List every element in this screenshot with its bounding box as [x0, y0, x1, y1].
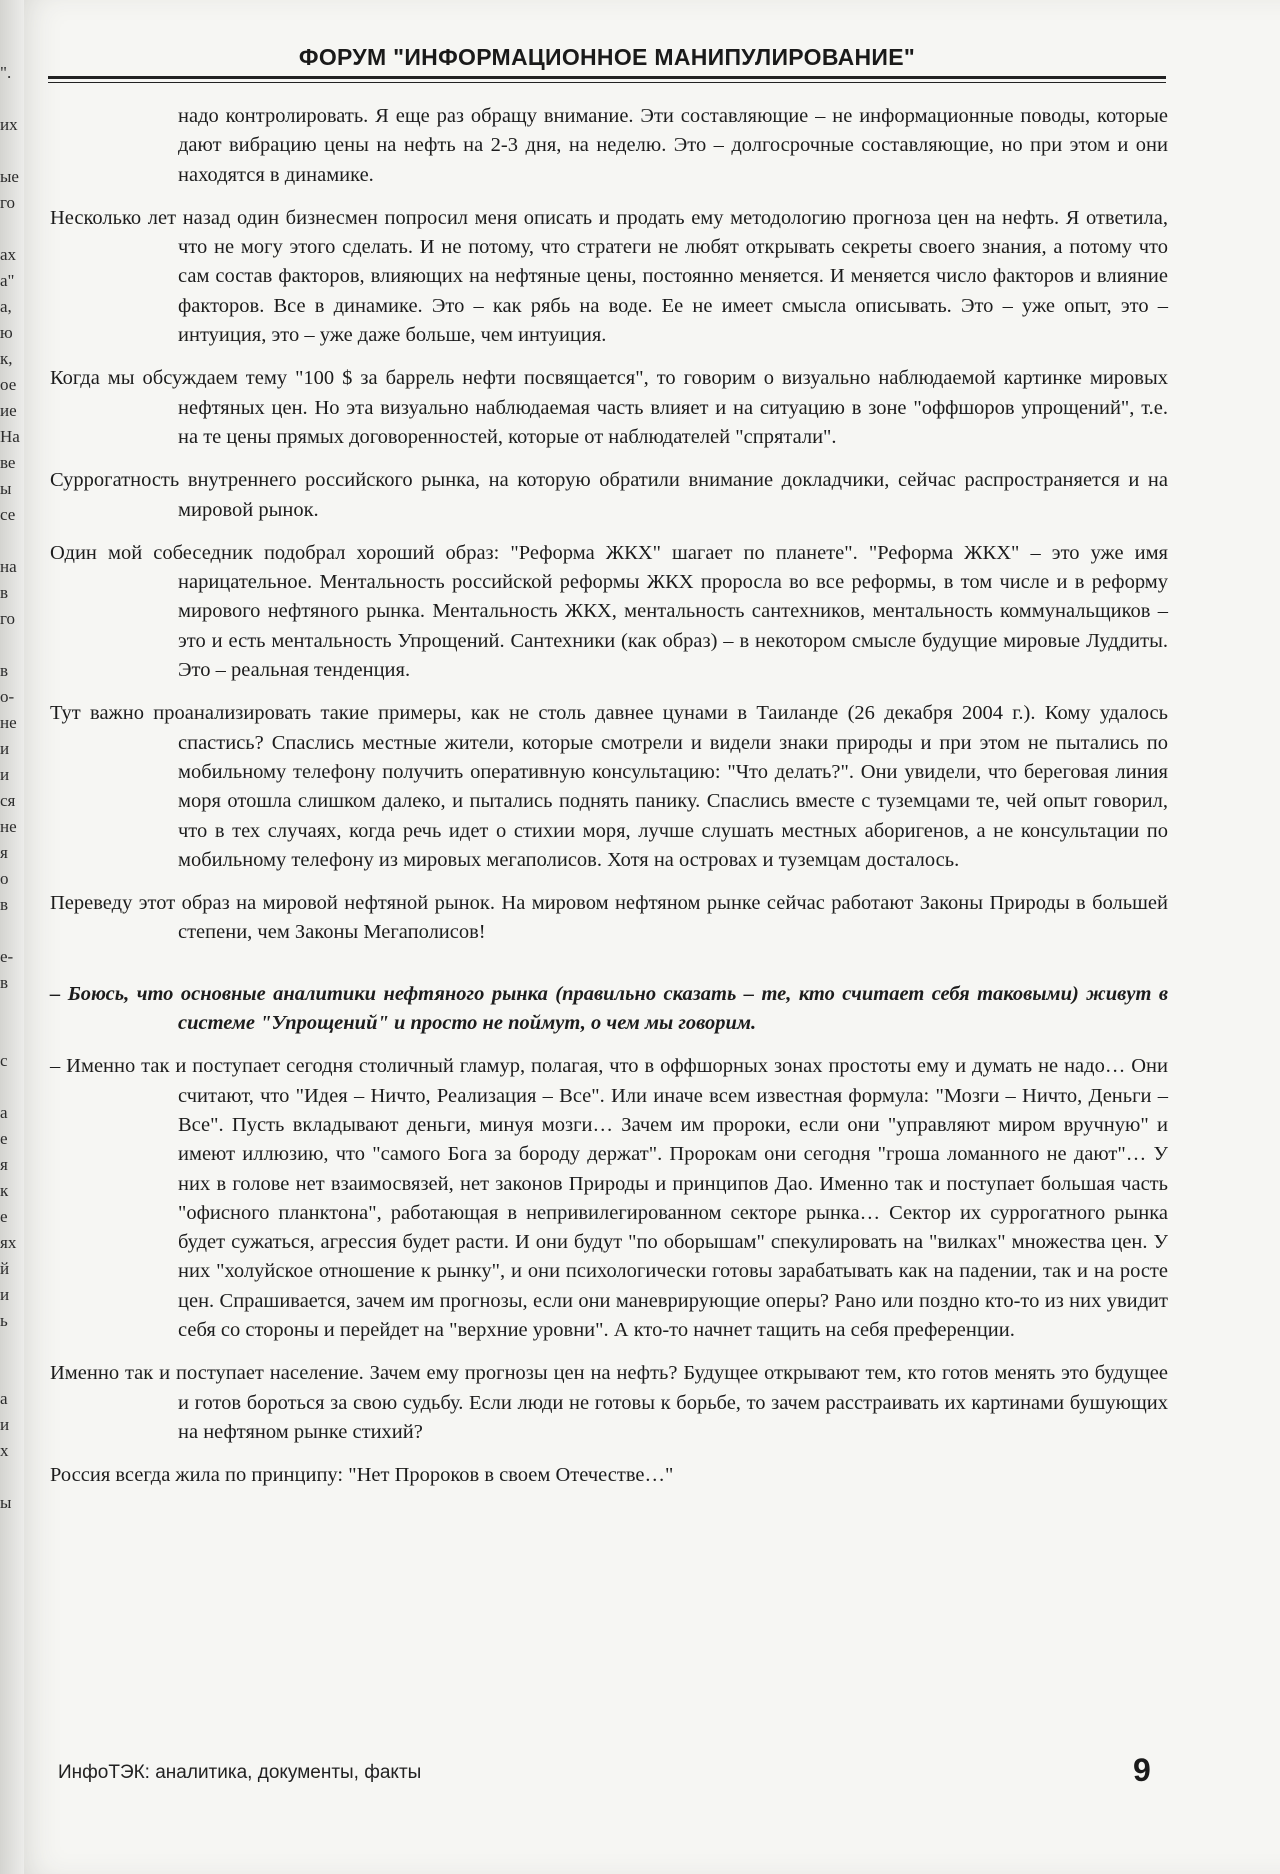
margin-fragment: в [0, 661, 9, 680]
paragraph: Один мой собеседник подобрал хороший образ: "Реформа ЖКХ" шагает по планете". "Реформа ЖКХ" – это уже имя нарицательное. Ментальность российской реформы ЖКХ проросла во все реформы, в том числе и в реформу мирового нефтяного рынка. Ментальность ЖКХ, ментальность сантехников, ментальность коммунальщиков – это и есть ментальность Упрощений. Сантехники (как образ) – в некотором смысле будущие мировые Луддиты. Это – реальная тенденция. [50, 541, 1168, 682]
paragraph: – Именно так и поступает сегодня столичный гламур, полагая, что в оффшорных зонах простоты ему и думать не надо… Они считают, что "Идея – Ничто, Реализация – Все". Или иначе всем известная формула: "Мозги – Ничто, Деньги – Все". Пусть вкладывают деньги, минуя мозги… Зачем им пророки, если они "управляют миром вручную" и имеют иллюзию, что "самого Бога за бороду держат". Пророкам они сегодня "гроша ломанного не дают"… У них в голове нет взаимосвязей, нет законов Природы и принципов Дао. Именно так и поступает большая часть "офисного планктона", работающая в непривилегированном секторе рынка… Сектор их суррогатного рынка будет сужаться, агрессия будет расти. И они будут "по оборышам" спекулировать на "вилках" множества цен. У них "холуйское отношение к рынку", и они психологически готовы зарабатывать как на падении, так и на росте цен. Спрашивается, зачем им прогнозы, если они маневрирующие оперы? Рано или поздно кто-то из них увидит себя со стороны и перейдет на "верхние уровни". А кто-то начнет тащить на себя преференции. [50, 1055, 1168, 1341]
margin-fragment: х [0, 1441, 9, 1460]
margin-fragment: ь [0, 1311, 8, 1330]
paragraph: Когда мы обсуждаем тему "100 $ за баррель нефти посвящается", то говорим о визуально наблюдаемой картинке мировых нефтяных цен. Но эта визуально наблюдаемая часть влияет и на ситуацию в зоне "оффшоров упрощений", т.е. на те цены прямых договоренностей, которые от наблюдателей "спрятали". [50, 367, 1168, 448]
margin-fragment: я [0, 843, 8, 862]
interviewer-question: – Боюсь, что основные аналитики нефтяного рынка (правильно сказать – те, кто считает себя таковыми) живут в системе "Упрощений" и просто не поймут, о чем мы говорим. [50, 982, 1168, 1035]
margin-fragment: о [0, 869, 9, 888]
margin-fragment: е [0, 1129, 8, 1148]
margin-fragment: не [0, 817, 17, 836]
margin-fragment [0, 918, 20, 944]
margin-fragment: с [0, 1051, 8, 1070]
paragraph: Несколько лет назад один бизнесмен попросил меня описать и продать ему методологию прогноза цен на нефть. Я ответила, что не могу этого сделать. И не потому, что стратеги не любят открывать секреты своего знания, а потому что сам состав факторов, влияющих на нефтяные цены, постоянно меняется. И меняется число факторов и влияние факторов. Все в динамике. Это – как рябь на воде. Ее не имеет смысла описывать. Это – уже опыт, это – интуиция, это – уже даже больше, чем интуиция. [50, 206, 1168, 347]
margin-fragment: е [0, 1207, 8, 1226]
margin-fragment: го [0, 193, 16, 212]
margin-fragment: их [0, 115, 18, 134]
page-header-title: ФОРУМ "ИНФОРМАЦИОННОЕ МАНИПУЛИРОВАНИЕ" [298, 44, 916, 70]
footer-publication: ИнфоТЭК: аналитика, документы, факты [58, 1762, 422, 1783]
margin-fragment: ве [0, 453, 16, 472]
margin-fragment: ся [0, 791, 16, 810]
paragraph: Суррогатность внутреннего российского рынка, на которую обратили внимание докладчики, сейчас распространяется и на мировой рынок. [50, 469, 1168, 521]
margin-fragment: и [0, 1285, 10, 1304]
header-rule-thin [48, 82, 1166, 83]
margin-fragment: ях [0, 1233, 17, 1252]
margin-fragment: и [0, 1415, 10, 1434]
margin-fragment [0, 996, 20, 1022]
margin-fragment: ы [0, 479, 12, 498]
margin-fragment: ы [0, 1493, 12, 1512]
margin-fragment: к, [0, 349, 13, 368]
margin-fragment: а [0, 1389, 8, 1408]
margin-fragment: на [0, 557, 17, 576]
margin-fragment [0, 1464, 20, 1490]
paragraph: Тут важно проанализировать такие примеры, как не столь давнее цунами в Таиланде (26 декабря 2004 г.). Кому удалось спастись? Спаслись местные жители, которые смотрели и видели знаки природы и при этом не пытались по мобильному телефону получить оперативную консультацию: "Что делать?". Они увидели, что береговая линия моря отошла слишком далеко, и пытались поднять панику. Спаслись вместе с туземцами те, чей опыт говорил, что в тех случаях, когда речь идет о стихии моря, лучше слушать местных аборигенов, а не консультации по мобильному телефону из мировых мегаполисов. Хотя на островах и туземцам досталось. [50, 702, 1168, 871]
margin-fragment: ые [0, 167, 19, 186]
margin-fragment: я [0, 1155, 8, 1174]
margin-fragment [0, 216, 20, 242]
margin-fragment: го [0, 609, 16, 628]
margin-fragment [0, 1022, 20, 1048]
margin-fragment: ах [0, 245, 17, 264]
margin-fragment: в [0, 895, 9, 914]
article-body [50, 102, 1168, 1504]
margin-fragment: и [0, 765, 10, 784]
margin-fragment: е- [0, 947, 14, 966]
margin-fragment: в [0, 973, 9, 992]
margin-fragment [0, 138, 20, 164]
margin-fragment: о- [0, 687, 15, 706]
margin-fragment [0, 528, 20, 554]
header-rule-thick [48, 76, 1166, 79]
margin-fragment: ". [0, 63, 12, 82]
margin-fragment [0, 1074, 20, 1100]
margin-fragment: не [0, 713, 17, 732]
margin-fragment [0, 632, 20, 658]
margin-fragment: ю [0, 323, 13, 342]
margin-fragment [0, 1360, 20, 1386]
margin-fragment: в [0, 583, 9, 602]
margin-fragment: се [0, 505, 16, 524]
previous-page-margin-fragments [0, 60, 20, 1800]
margin-fragment: ое [0, 375, 17, 394]
paragraph: надо контролировать. Я еще раз обращу внимание. Эти составляющие – не информационные поводы, которые дают вибрацию цены на нефть на 2-3 дня, на неделю. Это – долгосрочные составляющие, но при этом и они находятся в динамике. [178, 105, 1168, 186]
margin-fragment: и [0, 739, 10, 758]
margin-fragment: а [0, 1103, 8, 1122]
paragraph: Переведу этот образ на мировой нефтяной рынок. На мировом нефтяном рынке сейчас работают Законы Природы в большей степени, чем Законы Мегаполисов! [50, 892, 1168, 944]
margin-fragment [0, 86, 20, 112]
margin-fragment: На [0, 427, 20, 446]
page-number: 9 [1133, 1752, 1151, 1788]
margin-fragment: а, [0, 297, 12, 316]
margin-fragment: к [0, 1181, 9, 1200]
margin-fragment: ие [0, 401, 17, 420]
margin-fragment: а" [0, 271, 15, 290]
paragraph: Именно так и поступает население. Зачем ему прогнозы цен на нефть? Будущее открывают тем, кто готов менять это будущее и готов бороться за свою судьбу. Если люди не готовы к борьбе, то зачем расстраивать их картинами бушующих на нефтяном рынке стихий? [50, 1362, 1168, 1443]
margin-fragment [0, 1334, 20, 1360]
margin-fragment: й [0, 1259, 10, 1278]
paragraph: Россия всегда жила по принципу: "Нет Пророков в своем Отечестве…" [50, 1464, 674, 1487]
